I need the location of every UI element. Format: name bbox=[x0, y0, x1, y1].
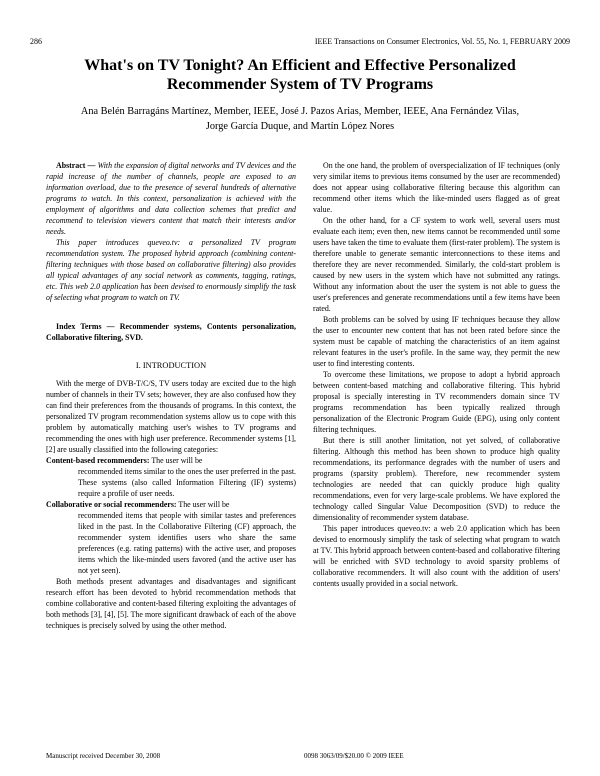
journal-name: IEEE Transactions on Consumer Electronics, Vol. 55, No. 1, FEBRUARY 2009 bbox=[314, 37, 570, 46]
right-column bbox=[313, 160, 560, 589]
abstract-paragraph-1 bbox=[46, 160, 296, 237]
right-paragraph-5: But there is still another limitation, not yet solved, of collaborative filtering. Although this method has been shown to produce high quality recommendations, its performance degrades with the number of users and programs (sparsity problem). Therefore, new recommender system technologies are needed that can quickly produce high quality recommendations, even for very large-scale problems. We have explored the technology called Singular Value Decomposition (SVD) to reduce the dimensionality of recommender system database. bbox=[313, 436, 560, 522]
abstract-label: Abstract — bbox=[56, 161, 96, 170]
author-list bbox=[40, 104, 560, 134]
index-terms: Index Terms — Recommender systems, Contents personalization, Collaborative filtering, SVD. bbox=[46, 322, 296, 342]
manuscript-received-note: Manuscript received December 30, 2008 bbox=[46, 752, 161, 760]
collaborative-definition bbox=[46, 499, 296, 576]
title-line-2: Recommender System of TV Programs bbox=[166, 76, 434, 93]
intro-paragraph-1: With the merge of DVB-T/C/S, TV users today are excited due to the high number of channels in their TV sets; however, they are also confused how they can find their preferences from the thousands of programs. In this context, the personalized TV program recommendation systems allow us to cope with this problem by automatically matching user's wishes to TV programs and recommending the ones with high user preference. Recommender systems [1], [2] are usually classified into the following categories: bbox=[46, 379, 296, 454]
authors-line-2: Jorge García Duque, and Martín López Nores bbox=[205, 121, 395, 132]
right-paragraph-3: Both problems can be solved by using IF techniques because they allow the user to encounter new content that has not been rated before since the system must be capable of matching the characteristics of an item against relevant features in the user's profile. In the same way, they permit the new user to find interesting contents. bbox=[313, 315, 560, 368]
abstract-text-1: With the expansion of digital networks and TV devices and the rapid increase of the number of channels, people are exposed to an information overload, due to the presence of several hundreds of alternative programs to watch. In this context, personalization is achieved with the employment of algorithms and data collection schemes that predict and recommend to television viewers content that match their interests and/or needs. bbox=[46, 161, 296, 236]
intro-paragraph-2: Both methods present advantages and disadvantages and significant research effort has been devoted to hybrid recommendation methods that combine collaborative and content-based filtering exploiting the advantages of both methods [3], [4], [5]. The more significant drawback of each of the above techniques is precisely solved by using the other method. bbox=[46, 577, 296, 630]
collaborative-term: Collaborative or social recommenders: bbox=[46, 500, 177, 509]
title-line-1: What's on TV Tonight? An Efficient and Effective Personalized bbox=[84, 57, 516, 74]
copyright-note: 0098 3063/09/$20.00 © 2009 IEEE bbox=[304, 752, 404, 760]
abstract-paragraph-2: This paper introduces queveo.tv: a personalized TV program recommendation system. The proposed hybrid approach (combining content-filtering techniques with those based on collaborative filtering) also provides all typical advantages of any social network as comments, tagging, ratings, etc. This web 2.0 application has been devised to enormously simplify the task of selecting what program to watch on TV. bbox=[46, 238, 296, 302]
right-paragraph-1: On the one hand, the problem of overspecialization of IF techniques (only very similar items to previous items consumed by the user are recommended) does not appear using collaborative filtering because this algorithm can recommend other items which the like-minded users flagged as of great value. bbox=[313, 161, 560, 214]
content-based-def-rest: recommended items similar to the ones the user preferred in the past. These systems (also called Information Filtering (IF) systems) require a profile of user needs. bbox=[78, 467, 296, 498]
collaborative-def-first: The user will be bbox=[178, 500, 230, 509]
collaborative-def-rest: recommended items that people with similar tastes and preferences liked in the past. In the Collaborative Filtering (CF) approach, the recommender system identifies users who share the same preferences (e.g. rating patterns) with the active user, and proposes items which the like-minded users favored (and the active user has not yet seen). bbox=[78, 511, 296, 575]
content-based-term: Content-based recommenders: bbox=[46, 456, 150, 465]
section-heading-introduction: I. INTRODUCTION bbox=[135, 361, 207, 370]
right-paragraph-2: On the other hand, for a CF system to work well, several users must evaluate each item; even then, new items cannot be recommended until some users have taken the time to evaluate them (first-rater problem). The system is therefore unable to generate semantic interconnections to these items and therefore they are never recommended. Similarly, the cold-start problem is caused by new users in the system which have not submitted any ratings. Without any information about the user the system is not able to guess the user's preferences and generate recommendations until a few items have been rated. bbox=[313, 216, 560, 313]
page-number: 286 bbox=[30, 37, 42, 46]
paper-title bbox=[40, 56, 560, 94]
right-paragraph-4: To overcome these limitations, we propose to adopt a hybrid approach between content-based matching and collaborative filtering. This hybrid proposal is specially interesting in TV recommenders domain since TV programs recommendation has been typically realized through personalization of the Electronic Program Guide (EPG), using only content filtering techniques. bbox=[313, 370, 560, 434]
authors-line-1: Ana Belén Barragáns Martínez, Member, IEEE, José J. Pazos Arias, Member, IEEE, Ana Fernández Vilas, bbox=[80, 106, 520, 117]
right-paragraph-6: This paper introduces queveo.tv: a web 2.0 application which has been devised to enormously simplify the task of selecting what program to watch at TV. This hybrid approach between content-based and collaborative filtering will be enriched with SVD technology to avoid sparsity problems of collaborative recommenders. It will also count with the addition of users' contents usually provided in a social network. bbox=[313, 524, 560, 588]
left-column bbox=[46, 160, 296, 631]
content-based-def-first: The user will be bbox=[151, 456, 203, 465]
content-based-definition bbox=[46, 455, 296, 499]
abstract bbox=[46, 160, 296, 303]
